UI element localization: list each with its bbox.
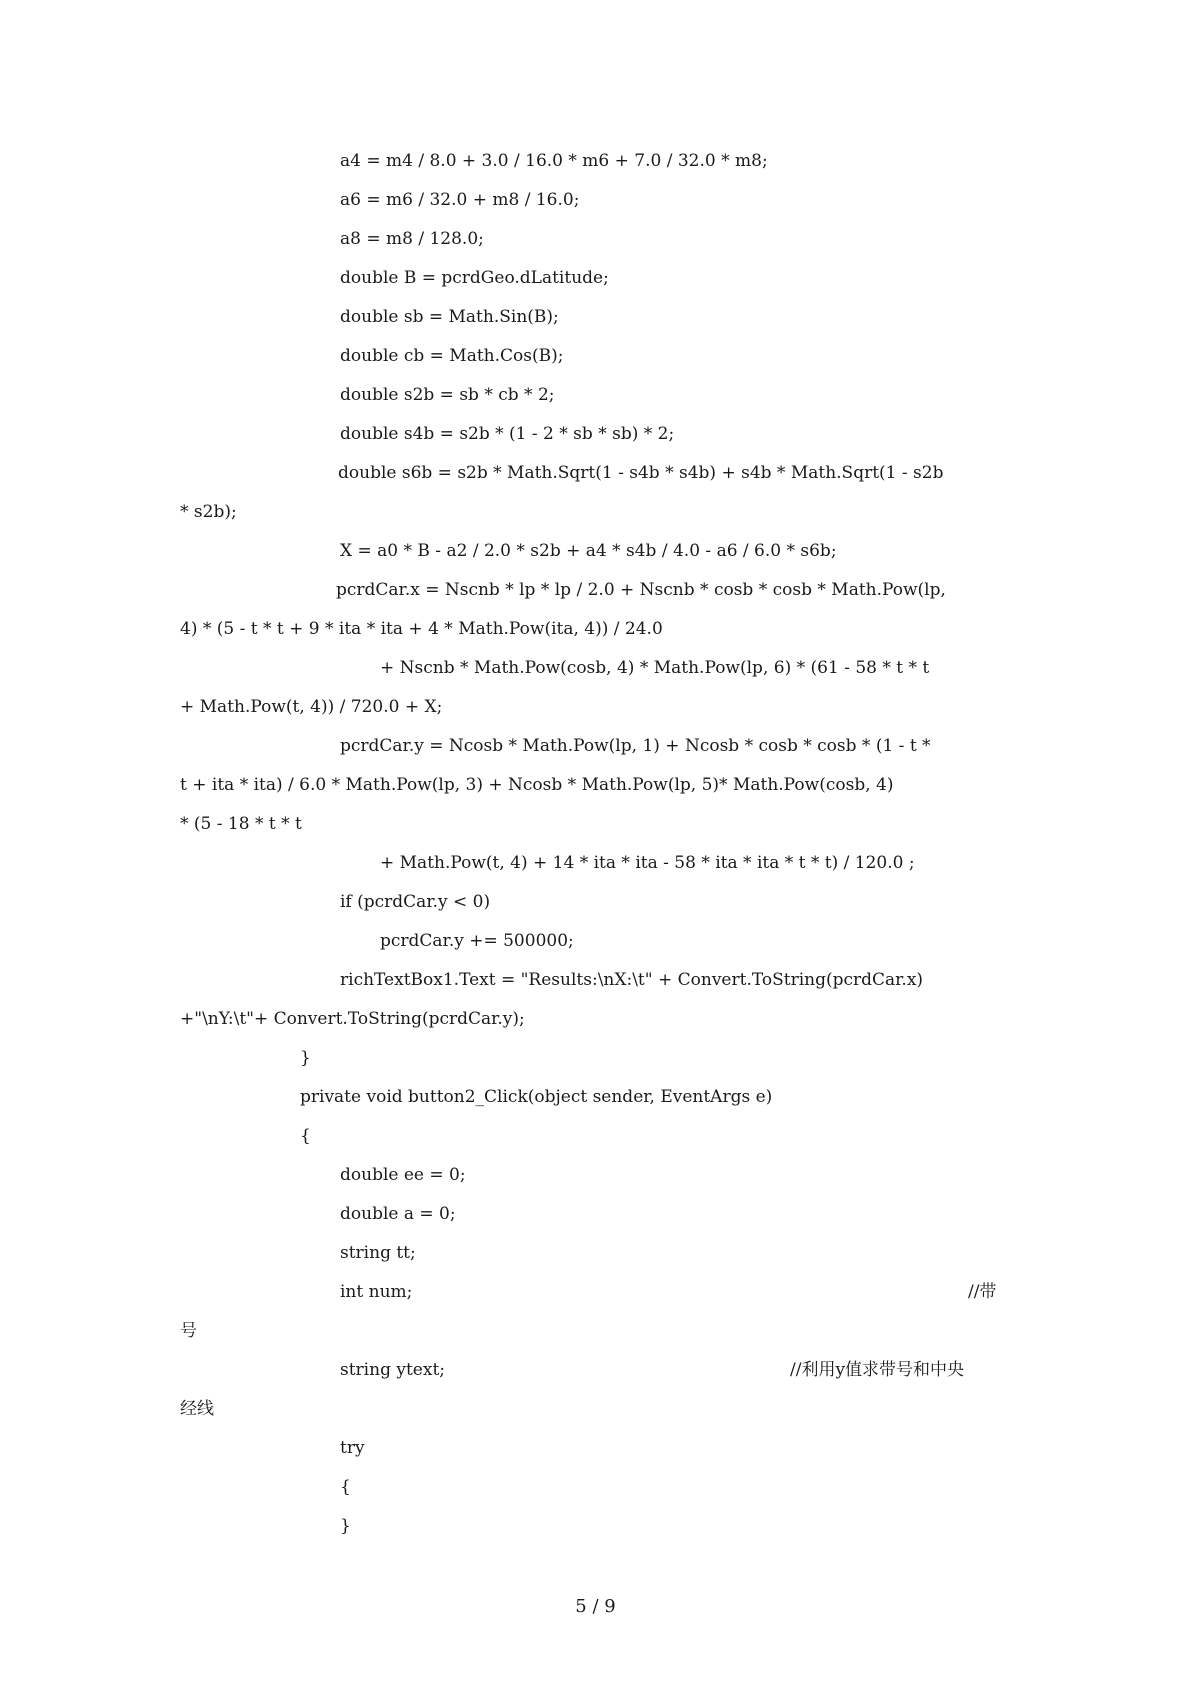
code-line: +"\nY:\t"+ Convert.ToString(pcrdCar.y); — [180, 1009, 525, 1029]
code-line: double a = 0; — [340, 1204, 456, 1224]
page-number: 5 / 9 — [575, 1596, 616, 1617]
code-line: { — [340, 1477, 351, 1497]
code-line: * s2b); — [180, 502, 237, 522]
code-line: X = a0 * B - a2 / 2.0 * s2b + a4 * s4b / 4.0 - a6 / 6.0 * s6b; — [340, 541, 837, 561]
code-line: if (pcrdCar.y < 0) — [340, 892, 491, 912]
code-line: a6 = m6 / 32.0 + m8 / 16.0; — [340, 190, 580, 210]
code-line: } — [300, 1048, 311, 1068]
code-line: + Nscnb * Math.Pow(cosb, 4) * Math.Pow(lp, 6) * (61 - 58 * t * t — [380, 658, 930, 678]
code-line: a8 = m8 / 128.0; — [340, 229, 484, 249]
code-line: double ee = 0; — [340, 1165, 466, 1185]
code-line: + Math.Pow(t, 4)) / 720.0 + X; — [180, 697, 443, 717]
code-line: double s4b = s2b * (1 - 2 * sb * sb) * 2; — [340, 424, 675, 444]
code-line: double B = pcrdGeo.dLatitude; — [340, 268, 609, 288]
code-line: double s6b = s2b * Math.Sqrt(1 - s4b * s4b) + s4b * Math.Sqrt(1 - s2b — [338, 463, 944, 483]
code-line: double s2b = sb * cb * 2; — [340, 385, 555, 405]
code-line: * (5 - 18 * t * t — [180, 814, 302, 834]
code-line: pcrdCar.y = Ncosb * Math.Pow(lp, 1) + Ncosb * cosb * cosb * (1 - t * — [340, 736, 931, 756]
code-line: int num; — [340, 1282, 413, 1302]
code-line: try — [340, 1438, 365, 1458]
code-line: double cb = Math.Cos(B); — [340, 346, 564, 366]
code-line: string tt; — [340, 1243, 416, 1263]
code-line: pcrdCar.y += 500000; — [380, 931, 574, 951]
code-line: string ytext; — [340, 1360, 445, 1380]
code-comment: 经线 — [180, 1399, 214, 1419]
code-line: richTextBox1.Text = "Results:\nX:\t" + Convert.ToString(pcrdCar.x) — [340, 970, 924, 990]
code-line: a4 = m4 / 8.0 + 3.0 / 16.0 * m6 + 7.0 / 32.0 * m8; — [340, 151, 768, 171]
code-comment: //带 — [968, 1282, 997, 1302]
code-line: t + ita * ita) / 6.0 * Math.Pow(lp, 3) + Ncosb * Math.Pow(lp, 5)* Math.Pow(cosb, 4) — [180, 775, 894, 795]
code-line: } — [340, 1516, 351, 1536]
code-line: + Math.Pow(t, 4) + 14 * ita * ita - 58 * ita * ita * t * t) / 120.0 ; — [380, 853, 915, 873]
code-line: { — [300, 1126, 311, 1146]
code-comment: 号 — [180, 1321, 197, 1341]
code-line: pcrdCar.x = Nscnb * lp * lp / 2.0 + Nscnb * cosb * cosb * Math.Pow(lp, — [336, 580, 946, 600]
code-comment: //利用y值求带号和中央 — [790, 1360, 965, 1380]
code-line: private void button2_Click(object sender, EventArgs e) — [300, 1087, 773, 1107]
code-line: 4) * (5 - t * t + 9 * ita * ita + 4 * Math.Pow(ita, 4)) / 24.0 — [180, 619, 663, 639]
code-line: double sb = Math.Sin(B); — [340, 307, 559, 327]
